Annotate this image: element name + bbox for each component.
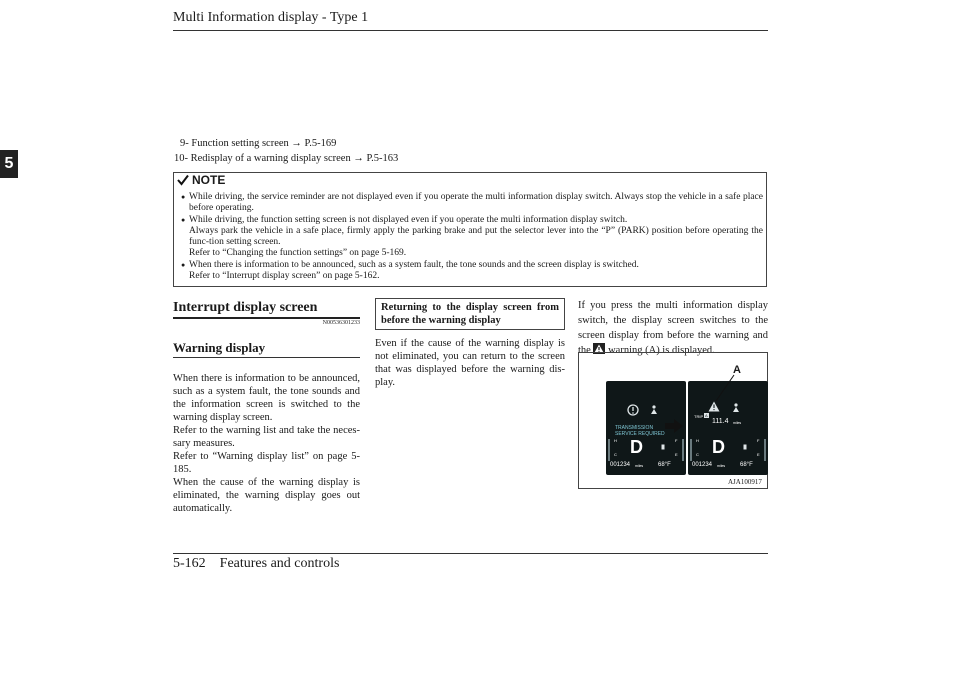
checkmark-icon	[177, 174, 189, 186]
fuel-gauge-bar	[682, 439, 684, 461]
heading-rule	[173, 317, 360, 319]
note-body	[181, 192, 763, 282]
footer-rule	[173, 553, 768, 554]
odometer-value: 001234	[692, 462, 713, 468]
trip-label: TRIP	[694, 414, 704, 419]
note-label	[177, 173, 225, 187]
note-line: Refer to “Interrupt display screen” on page 5-162.	[189, 271, 380, 282]
page-header-title: Multi Information display - Type 1	[173, 10, 369, 25]
header-rule	[173, 30, 768, 31]
paragraph: Refer to “Warning display list” on page 5-185.	[173, 451, 360, 475]
odometer-unit: miles	[635, 464, 644, 468]
note-line: Refer to “Changing the function settings” on page 5-169.	[189, 248, 407, 259]
list-item: 9- Function setting screen → P.5-169	[180, 138, 337, 149]
paragraph: Refer to the warning list and take the neces-sary measures.	[173, 425, 360, 449]
fuel-gauge-bar	[764, 439, 766, 461]
gear-indicator: D	[630, 437, 643, 457]
temperature-value: 68°F	[658, 462, 671, 468]
warning-message-line2: SERVICE REQUIRED	[615, 431, 665, 437]
note-item	[181, 215, 763, 260]
note-item	[181, 260, 763, 283]
gauge-label-hot: H	[614, 438, 617, 443]
figure-code: AJA100917	[728, 478, 762, 486]
odometer-unit: miles	[717, 464, 726, 468]
note-line: ● While driving, the service reminder are not displayed even if you operate the multi information display switch. Always stop the vehicle in a safe place before operating.	[189, 192, 763, 214]
chapter-tab: 5	[0, 150, 18, 178]
list-item: 10- Redisplay of a warning display screen → P.5-163	[174, 153, 399, 164]
trip-letter: A	[705, 413, 708, 418]
boxed-heading: Returning to the display screen from before the warning display	[375, 298, 565, 330]
gauge-label-hot: H	[696, 438, 699, 443]
gauge-label-empty: E	[675, 452, 678, 457]
section-code: N00536301233	[322, 320, 360, 326]
right-paragraph	[578, 298, 768, 358]
note-item	[181, 192, 763, 215]
temp-gauge-bar	[690, 439, 692, 461]
middle-paragraph: Even if the cause of the warning display is not eliminated, you can return to the screen that was displayed before the warning dis-play.	[375, 338, 565, 388]
note-line: ● When there is information to be announced, such as a system fault, the tone sounds and the screen display is switched.	[189, 259, 639, 270]
paragraph: When there is information to be announced, such as a system fault, the tone sounds and the information screen is switched to the warning display screen.	[173, 373, 360, 423]
left-column-body	[173, 372, 360, 515]
seatbelt-icon	[650, 405, 658, 415]
note-label-text: NOTE	[192, 173, 226, 187]
gauge-label-full: F	[675, 438, 678, 443]
warning-gear-icon	[626, 403, 640, 417]
gear-indicator: D	[712, 437, 725, 457]
right-text-end: warning (A) is displayed.	[608, 345, 715, 356]
fuel-pump-icon	[661, 444, 667, 450]
callout-label: A	[733, 364, 741, 376]
callout-leader-line	[712, 371, 742, 405]
odometer-value: 001234	[610, 462, 631, 468]
subsection-heading: Warning display	[173, 340, 266, 355]
paragraph: When the cause of the warning display is eliminated, the warning display goes out automatically.	[173, 477, 360, 514]
gauge-label-cold: C	[696, 452, 699, 457]
right-text-start: If you press the multi information display switch, the display screen switches to the screen display from before the warning and the	[578, 300, 768, 356]
section-heading: Interrupt display screen	[173, 300, 318, 315]
trip-unit: miles	[733, 421, 742, 425]
fuel-pump-icon	[743, 444, 749, 450]
gauge-label-full: F	[757, 438, 760, 443]
gauge-label-cold: C	[614, 452, 617, 457]
trip-value: 111.4	[712, 418, 729, 425]
gauge-label-empty: E	[757, 452, 760, 457]
page-footer: 5-162 Features and controls	[173, 556, 340, 571]
temperature-value: 68°F	[740, 462, 753, 468]
temp-gauge-bar	[608, 439, 610, 461]
note-line: ● While driving, the function setting screen is not displayed even if you operate the multi information display switch.	[189, 214, 628, 225]
note-line: Always park the vehicle in a safe place, firmly apply the parking brake and put the selector lever into the “P” (PARK) position before operating the func-tion setting screen.	[189, 225, 763, 248]
warning-message-line1: TRANSMISSION	[615, 425, 654, 431]
right-arrow-icon	[665, 419, 683, 433]
subheading-rule	[173, 357, 360, 358]
